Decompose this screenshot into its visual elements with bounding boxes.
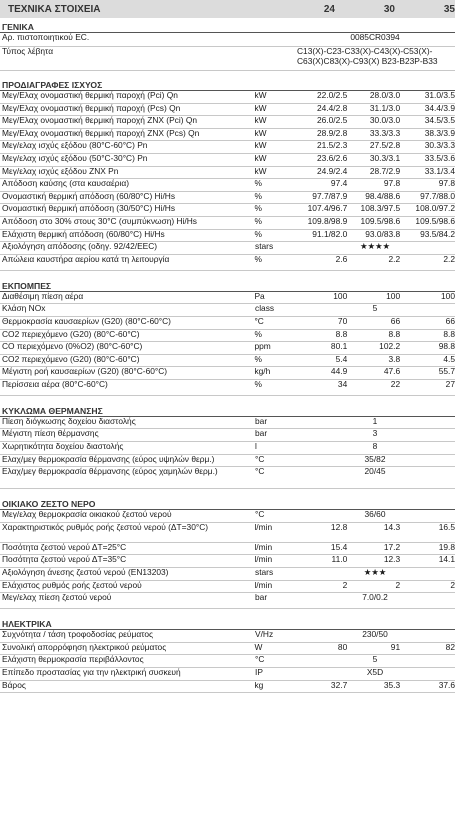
col-model-35: 35	[443, 3, 455, 15]
spec-row	[0, 668, 455, 681]
spec-value-30: 8.8	[388, 328, 401, 339]
spec-label: Απόδοση στο 30% στους 30°C (συμπύκνωση) Hi/Hs	[2, 216, 197, 226]
spec-value-35: 109.5/98.6	[415, 215, 455, 226]
spec-label: Βάρος	[2, 680, 26, 690]
spec-row	[0, 467, 455, 489]
spec-row	[0, 292, 455, 305]
spec-row	[0, 593, 455, 609]
spec-unit: °C	[254, 316, 264, 326]
spec-value-24: 2	[342, 579, 348, 590]
spec-value-24: 100	[333, 290, 348, 301]
spec-value-24: 32.7	[330, 679, 348, 690]
spec-value-30: 100	[386, 290, 401, 301]
spec-value-30: 91	[390, 641, 401, 652]
spec-value-shared: 230/50	[362, 629, 388, 640]
spec-row	[0, 116, 455, 129]
spec-unit: kW	[254, 166, 267, 176]
spec-unit: %	[254, 254, 262, 264]
spec-value-30: 30.3/3.1	[369, 152, 401, 163]
spec-value-24: 80.1	[330, 341, 348, 352]
section-title: ΟΙΚΙΑΚΟ ΖΕΣΤΟ ΝΕΡΟ	[0, 499, 455, 510]
spec-unit: kg/h	[254, 367, 271, 377]
spec-label: Τύπος λέβητα	[2, 47, 54, 56]
spec-unit: kW	[254, 153, 267, 163]
spec-value-24: 24.4/2.8	[316, 102, 348, 113]
spec-value-35: 93.5/84.2	[420, 228, 455, 239]
spec-value-shared: 35/82	[364, 453, 386, 464]
spec-row	[0, 442, 455, 455]
spec-label: Ποσότητα ζεστού νερού ΔT=35°C	[2, 555, 127, 565]
spec-value-shared: 3	[372, 428, 378, 439]
section-title: ΓΕΝΙΚΑ	[0, 22, 455, 33]
spec-value-35: 19.8	[438, 541, 455, 552]
spec-row	[0, 555, 455, 568]
spec-row	[0, 91, 455, 104]
spec-label: Χαρακτηριστικός ρυθμός ροής ζεστού νερού (ΔT=30°C)	[2, 522, 209, 532]
spec-label: Μέγιστη πίεση θέρμανσης	[2, 429, 99, 439]
spec-value-24: 21.5/2.3	[316, 140, 348, 151]
spec-value-35: 14.1	[438, 554, 455, 565]
spec-value-24: 15.4	[330, 541, 348, 552]
section-title: ΗΛΕΚΤΡΙΚΑ	[0, 619, 455, 630]
spec-label: Ελαχ/μεγ θερμοκρασία θέρμανσης (εύρος υψηλών θερμ.)	[2, 454, 215, 464]
section	[0, 406, 455, 489]
spec-value-shared: 36/60	[364, 509, 386, 520]
spec-unit: °C	[255, 454, 265, 464]
spec-unit: l	[255, 442, 257, 452]
spec-label: Μεγ/ελαχ ισχύς εξόδου ZNX Pn	[2, 166, 119, 176]
spec-row	[0, 655, 455, 668]
spec-label: Μεγ/ελαχ θερμοκρασία οικιακού ζεστού νερού	[2, 510, 172, 520]
section-title: ΚΥΚΛΩΜΑ ΘΕΡΜΑΝΣΗΣ	[0, 406, 455, 417]
spec-value-30: 28.7/2.9	[369, 165, 401, 176]
spec-value-30: 102.2	[379, 341, 401, 352]
spec-label: Ελάχιστη θερμοκρασία περιβάλλοντος	[2, 655, 144, 665]
spec-value-30: 31.1/3.0	[369, 102, 401, 113]
section-title: ΕΚΠΟΜΠΕΣ	[0, 281, 455, 292]
spec-row	[0, 380, 455, 396]
spec-value-35: 66	[445, 315, 455, 326]
spec-value-shared: 1	[372, 415, 378, 426]
spec-row	[0, 217, 455, 230]
spec-unit: %	[254, 191, 262, 201]
spec-value-24: 70	[337, 315, 348, 326]
spec-value-35: 16.5	[438, 521, 455, 532]
spec-value-24: 109.8/98.9	[307, 215, 348, 226]
spec-unit: kW	[254, 91, 267, 100]
spec-label: Απόδοση καύσης (στα καυσαέρια)	[2, 179, 130, 189]
spec-unit: %	[254, 329, 262, 339]
spec-value-30: 3.8	[388, 353, 401, 364]
spec-value-24: 5.4	[335, 353, 348, 364]
spec-row	[0, 643, 455, 656]
spec-label: Θερμοκρασία καυσαερίων (G20) (80°C-60°C)	[2, 316, 171, 326]
spec-label: Συνολική απορρόφηση ηλεκτρικού ρεύματος	[2, 642, 167, 652]
spec-row	[0, 154, 455, 167]
spec-value-24: 97.4	[330, 178, 348, 189]
spec-value-35: 2	[450, 579, 455, 590]
spec-unit: %	[254, 229, 262, 239]
col-model-30: 30	[383, 3, 395, 15]
spec-value-35: 98.8	[438, 341, 455, 352]
spec-label: CO περιεχόμενο (0%O2) (80°C-60°C)	[2, 342, 143, 352]
spec-label: Ποσότητα ζεστού νερού ΔT=25°C	[2, 542, 127, 552]
spec-value-24: 11.0	[331, 554, 348, 565]
spec-unit: %	[254, 216, 262, 226]
spec-label: Μεγ/ελαχ ισχύς εξόδου (80°C-60°C) Pn	[2, 141, 148, 151]
spec-unit: ppm	[254, 342, 271, 352]
spec-label: Χωρητικότητα δοχείου διαστολής	[2, 442, 124, 452]
spec-value-24: 26.0/2.5	[316, 115, 348, 126]
spec-value-24: 107.4/96.7	[307, 203, 348, 214]
spec-unit: bar	[255, 416, 268, 426]
spec-label: Διαθέσιμη πίεση αέρα	[2, 291, 84, 301]
spec-unit: %	[254, 204, 262, 214]
spec-row	[0, 342, 455, 355]
spec-label: Περίσσεια αέρα (80°C-60°C)	[2, 379, 108, 389]
spec-unit: °C	[255, 467, 265, 477]
spec-row	[0, 455, 455, 468]
spec-value-30: 98.4/88.6	[365, 190, 401, 201]
spec-value-30: 2	[395, 579, 401, 590]
spec-value-35: 37.6	[438, 679, 455, 690]
spec-value-35: 34.5/3.5	[424, 115, 455, 126]
spec-value-shared: C13(X)-C23-C33(X)-C43(X)-C53(X)-C63(X)C83(X)-C93(X) B23-B23P-B33	[297, 46, 438, 66]
spec-value-35: 82	[445, 641, 455, 652]
spec-value-24: 97.7/87.9	[312, 190, 348, 201]
spec-unit: l/min	[254, 555, 273, 565]
spec-value-shared: X5D	[366, 667, 384, 677]
section	[0, 619, 455, 693]
spec-value-30: 47.6	[383, 366, 401, 377]
spec-unit: kW	[254, 128, 267, 138]
spec-row	[0, 33, 455, 47]
spec-unit: %	[254, 179, 262, 189]
section	[0, 80, 455, 271]
spec-unit: IP	[255, 668, 263, 677]
spec-value-24: 24.9/2.4	[316, 165, 348, 176]
spec-unit: l/min	[254, 542, 273, 552]
spec-value-30: 17.2	[383, 541, 401, 552]
spec-label: Συχνότητα / τάση τροφοδοσίας ρεύματος	[2, 630, 154, 640]
spec-unit: l/min	[254, 580, 273, 590]
spec-row	[0, 429, 455, 442]
spec-label: Μεγ/ελαχ πίεση ζεστού νερού	[2, 593, 112, 603]
spec-value-30: 108.3/97.5	[360, 203, 401, 214]
spec-value-30: 2.2	[388, 253, 401, 264]
spec-label: Επίπεδο προστασίας για την ηλεκτρική συσκευή	[2, 668, 181, 677]
spec-label: CO2 περιεχόμενο (G20) (80°C-60°C)	[2, 329, 140, 339]
rating-stars: ★★★	[363, 567, 387, 578]
rating-stars: ★★★★	[359, 241, 391, 252]
spec-value-30: 35.3	[383, 679, 401, 690]
spec-row	[0, 417, 455, 430]
spec-row	[0, 242, 455, 255]
spec-value-30: 12.3	[383, 554, 401, 565]
spec-value-35: 38.3/3.9	[424, 127, 455, 138]
spec-row	[0, 317, 455, 330]
spec-value-35: 34.4/3.9	[424, 102, 455, 113]
spec-value-35: 27	[445, 378, 455, 389]
spec-label: Μεγ/Ελαχ ονομαστική θερμική παροχή (Pci) Qn	[2, 91, 178, 100]
spec-unit: bar	[255, 593, 268, 603]
spec-value-24: 2.6	[335, 253, 348, 264]
spec-value-35: 4.5	[443, 353, 455, 364]
spec-row	[0, 367, 455, 380]
spec-value-shared: 20/45	[364, 466, 386, 477]
spec-value-30: 33.3/3.3	[369, 127, 401, 138]
spec-value-35: 33.1/3.4	[424, 165, 455, 176]
spec-value-35: 97.8	[438, 178, 455, 189]
spec-value-24: 28.9/2.8	[316, 127, 348, 138]
spec-row	[0, 304, 455, 317]
spec-unit: stars	[255, 568, 274, 578]
spec-row	[0, 179, 455, 192]
spec-label: CO2 περιεχόμενο (G20) (80°C-60°C)	[2, 354, 140, 364]
spec-value-30: 66	[390, 315, 401, 326]
table-header	[0, 0, 455, 18]
spec-unit: %	[254, 354, 262, 364]
spec-unit: V/Hz	[255, 630, 274, 640]
spec-unit: kg	[254, 680, 264, 690]
spec-label: Αξιολόγηση απόδοσης (οδηγ. 92/42/EEC)	[2, 242, 158, 252]
spec-value-30: 97.8	[383, 178, 401, 189]
spec-value-24: 23.6/2.6	[316, 152, 348, 163]
spec-value-35: 100	[441, 290, 455, 301]
spec-label: Μεγ/ελαχ ισχύς εξόδου (50°C-30°C) Pn	[2, 153, 148, 163]
spec-label: Μεγ/Ελαχ ονομαστική θερμική παροχή ZNX (Pci) Qn	[2, 116, 197, 126]
spec-row	[0, 255, 455, 271]
spec-unit: W	[254, 642, 263, 652]
sections	[0, 22, 455, 693]
spec-label: Αξιολόγηση άνεσης ζεστού νερού (EN13203)	[2, 568, 169, 578]
table-title: ΤΕΧΝΙΚΑ ΣΤΟΙΧΕΙΑ	[8, 3, 101, 15]
section-title: ΠΡΟΔΙΑΓΡΑΦΕΣ ΙΣΧΥΟΣ	[0, 80, 455, 91]
spec-value-shared: 0085CR0394	[350, 32, 400, 42]
spec-value-24: 22.0/2.5	[316, 90, 348, 100]
spec-label: Πίεση διόγκωσης δοχείου διαστολής	[2, 416, 136, 426]
spec-row	[0, 568, 455, 581]
spec-label: Μεγ/Ελαχ ονομαστική θερμική παροχή (Pcs) Qn	[2, 103, 181, 113]
spec-value-30: 14.3	[383, 521, 401, 532]
section	[0, 499, 455, 609]
spec-label: Ονομαστική θερμική απόδοση (30/50°C) Hi/Hs	[2, 204, 176, 214]
spec-value-24: 44.9	[330, 366, 348, 377]
spec-row	[0, 681, 455, 694]
spec-unit: %	[254, 379, 262, 389]
spec-row	[0, 510, 455, 523]
spec-value-35: 30.3/3.3	[424, 140, 455, 151]
spec-value-shared: 7.0/0.2	[362, 592, 388, 603]
spec-unit: kW	[254, 103, 267, 113]
spec-row	[0, 523, 455, 543]
spec-value-30: 109.5/98.6	[360, 215, 401, 226]
spec-unit: stars	[255, 242, 274, 252]
spec-unit: bar	[255, 429, 268, 439]
spec-value-shared: 5	[372, 303, 378, 314]
spec-value-35: 31.0/3.5	[424, 90, 455, 100]
spec-label: Ονομαστική θερμική απόδοση (60/80°C) Hi/Hs	[2, 191, 176, 201]
spec-row	[0, 630, 455, 643]
spec-unit: l/min	[254, 522, 273, 532]
spec-value-30: 22	[390, 378, 401, 389]
spec-value-30: 28.0/3.0	[369, 90, 401, 100]
section	[0, 281, 455, 396]
spec-label: Μεγ/Ελαχ ονομαστική θερμική παροχή ZNX (Pcs) Qn	[2, 128, 200, 138]
spec-label: Απώλεια καυστήρα αερίου κατά τη λειτουργία	[2, 254, 170, 264]
spec-value-35: 8.8	[443, 328, 455, 339]
spec-value-35: 33.5/3.6	[424, 152, 455, 163]
spec-label: Κλάση NOx	[2, 304, 46, 314]
spec-value-30: 27.5/2.8	[369, 140, 401, 151]
spec-value-30: 93.0/83.8	[365, 228, 401, 239]
spec-label: Μέγιστη ροή καυσαερίων (G20) (80°C-60°C)	[2, 367, 168, 377]
col-model-24: 24	[323, 3, 335, 15]
spec-value-shared: 8	[372, 441, 378, 452]
spec-value-35: 2.2	[443, 253, 455, 264]
spec-unit: kW	[254, 141, 267, 151]
spec-label: Ελαχ/μεγ θερμοκρασία θέρμανσης (εύρος χαμηλών θερμ.)	[2, 467, 218, 477]
section	[0, 22, 455, 71]
spec-value-35: 108.0/97.2	[415, 203, 455, 214]
spec-value-24: 12.8	[330, 521, 348, 532]
spec-unit: °C	[255, 510, 265, 520]
spec-value-24: 80	[337, 641, 348, 652]
spec-unit: kW	[254, 116, 267, 126]
spec-value-30: 30.0/3.0	[369, 115, 401, 126]
spec-row	[0, 47, 455, 71]
spec-label: Αρ. πιστοποιητικού EC.	[2, 33, 90, 42]
spec-unit: class	[255, 304, 275, 314]
spec-unit: Pa	[254, 291, 265, 301]
spec-value-35: 97.7/88.0	[420, 190, 455, 201]
spec-label: Ελάχιστος ρυθμός ροής ζεστού νερού	[2, 580, 142, 590]
spec-label: Ελάχιστη θερμική απόδοση (60/80°C) Hi/Hs	[2, 229, 165, 239]
spec-value-24: 91.1/82.0	[312, 228, 348, 239]
spec-value-35: 55.7	[438, 366, 455, 377]
spec-value-24: 8.8	[335, 328, 348, 339]
spec-value-shared: 5	[372, 654, 378, 665]
spec-value-24: 34	[337, 378, 348, 389]
spec-unit: °C	[255, 655, 265, 665]
